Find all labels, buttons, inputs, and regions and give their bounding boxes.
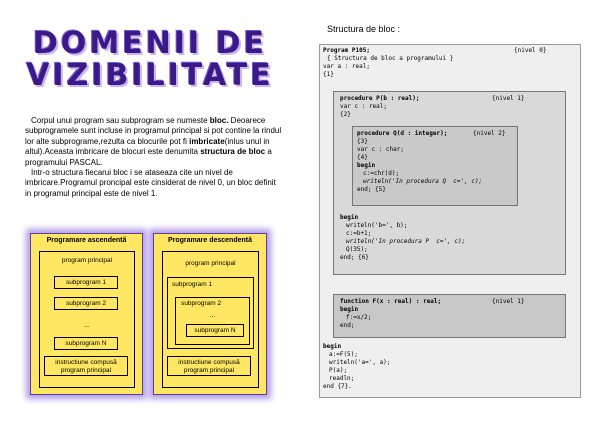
code-program-head: Program P105; xyxy=(323,47,370,54)
asc-main-frame xyxy=(39,251,135,388)
code-q-begin: begin xyxy=(357,162,376,169)
desc-sub2-frame xyxy=(175,297,250,345)
code-p-stmt1: writeln('b=', b); xyxy=(346,222,408,229)
block-procedure-p xyxy=(333,91,566,275)
code-var-a: var a : real; xyxy=(323,63,370,70)
asc-sub1: subprogram 1 xyxy=(54,276,118,289)
code-p-stmt4: Q(35); xyxy=(346,246,368,253)
desc-dots: ... xyxy=(209,312,216,319)
desc-subN: subprogram N xyxy=(186,324,244,337)
diagram-descending xyxy=(153,233,267,395)
page-title-line2: VIZIBILITATE xyxy=(26,58,274,93)
p1-bold-bloc: bloc. xyxy=(209,116,229,125)
code-f-end: end; xyxy=(340,322,355,329)
code-p-head: procedure P(b : real); xyxy=(340,95,420,102)
desc-compound: instructiune compusă program principal xyxy=(167,356,251,376)
code-main-end: end {7}. xyxy=(323,383,352,390)
code-q-stmt1: c:=chr(d); xyxy=(363,170,400,177)
asc-subN: subprogram N xyxy=(54,337,118,350)
code-main-stmt2: writeln('a=', a); xyxy=(329,359,391,366)
code-p-level: {nivel 1} xyxy=(492,95,525,102)
code-p-stmt3: writeln('In procedura P c=', c); xyxy=(346,238,466,245)
block-function-f xyxy=(333,294,566,338)
code-mark-4: {4} xyxy=(357,154,368,161)
desc-sub2: subprogram 2 xyxy=(181,300,222,307)
desc-sub1-frame xyxy=(167,277,254,349)
page-title-line1: DOMENII DE xyxy=(32,26,268,61)
desc-sub1: subprogram 1 xyxy=(172,281,213,288)
code-listing xyxy=(319,44,581,398)
diagram-ascending xyxy=(30,233,143,395)
code-f-head: function F(x : real) : real; xyxy=(340,298,442,305)
code-section-title: Structura de bloc : xyxy=(327,24,401,34)
asc-sub2: subprogram 2 xyxy=(54,297,118,310)
p1-text-d: a programului PASCAL. xyxy=(25,147,272,167)
asc-dots: ... xyxy=(84,322,90,329)
code-program-level: {nivel 0} xyxy=(514,47,547,54)
code-q-head: procedure Q(d : integer); xyxy=(357,130,448,137)
p1-text-c: (inlus unul in altul).Aceasta imbricare de blocuri este denumita xyxy=(25,136,270,157)
code-f-level: {nivel 1} xyxy=(492,298,525,305)
code-main-begin: begin xyxy=(323,343,342,350)
block-procedure-q xyxy=(352,126,518,206)
diagram-desc-header: Programare descendentă xyxy=(167,237,253,244)
p1-bold-imbricate: imbricate xyxy=(189,136,225,146)
desc-main-label: program principal xyxy=(185,260,236,267)
p2-text: Intr-o structura fiecarui bloc i se ataseaza cite un nivel de imbricare.Programul proncipal este cinsiderat de nivel 0, un bloc definit in programul principal este de nivel 1. xyxy=(25,168,276,198)
code-q-var: var c : char; xyxy=(357,146,404,153)
code-main-stmt1: a:=F(5); xyxy=(329,351,358,358)
diagram-asc-header: Programare ascendentă xyxy=(46,237,127,244)
code-main-stmt3: P(a); xyxy=(329,367,348,374)
code-main-stmt4: readln; xyxy=(329,375,355,382)
code-p-stmt2: c:=b+1; xyxy=(346,230,372,237)
code-p-end: end; {6} xyxy=(340,254,369,261)
code-q-stmt2: writeln('In procedura Q c=', c); xyxy=(363,178,483,185)
code-mark-3: {3} xyxy=(357,138,368,145)
code-p-begin: begin xyxy=(340,214,359,221)
code-f-begin: begin xyxy=(340,306,359,313)
code-mark-2: {2} xyxy=(340,111,351,118)
intro-paragraph xyxy=(25,116,283,199)
asc-main-label: program principal xyxy=(61,257,113,264)
asc-compound: instructiune compusă program principal xyxy=(44,356,128,376)
p1-text-a: Corpul unui program sau subprogram se numeste xyxy=(31,116,210,125)
code-mark-1: {1} xyxy=(323,71,334,78)
p1-bold-structura: structura de bloc xyxy=(200,147,266,157)
code-f-stmt1: f:=x/2; xyxy=(346,314,372,321)
code-p-var: var c : real; xyxy=(340,103,387,110)
code-q-end: end; {5} xyxy=(357,186,386,193)
desc-main-frame xyxy=(162,251,259,388)
code-q-level: {nivel 2} xyxy=(473,130,506,137)
p1-text-b: Deoarece subprogramele sunt incluse in programul principal si pot contine la rindul lor alte subprograme,rezulta ca blocurile pot fi xyxy=(25,116,282,146)
code-comment: { Structura de bloc a programului } xyxy=(327,55,454,62)
